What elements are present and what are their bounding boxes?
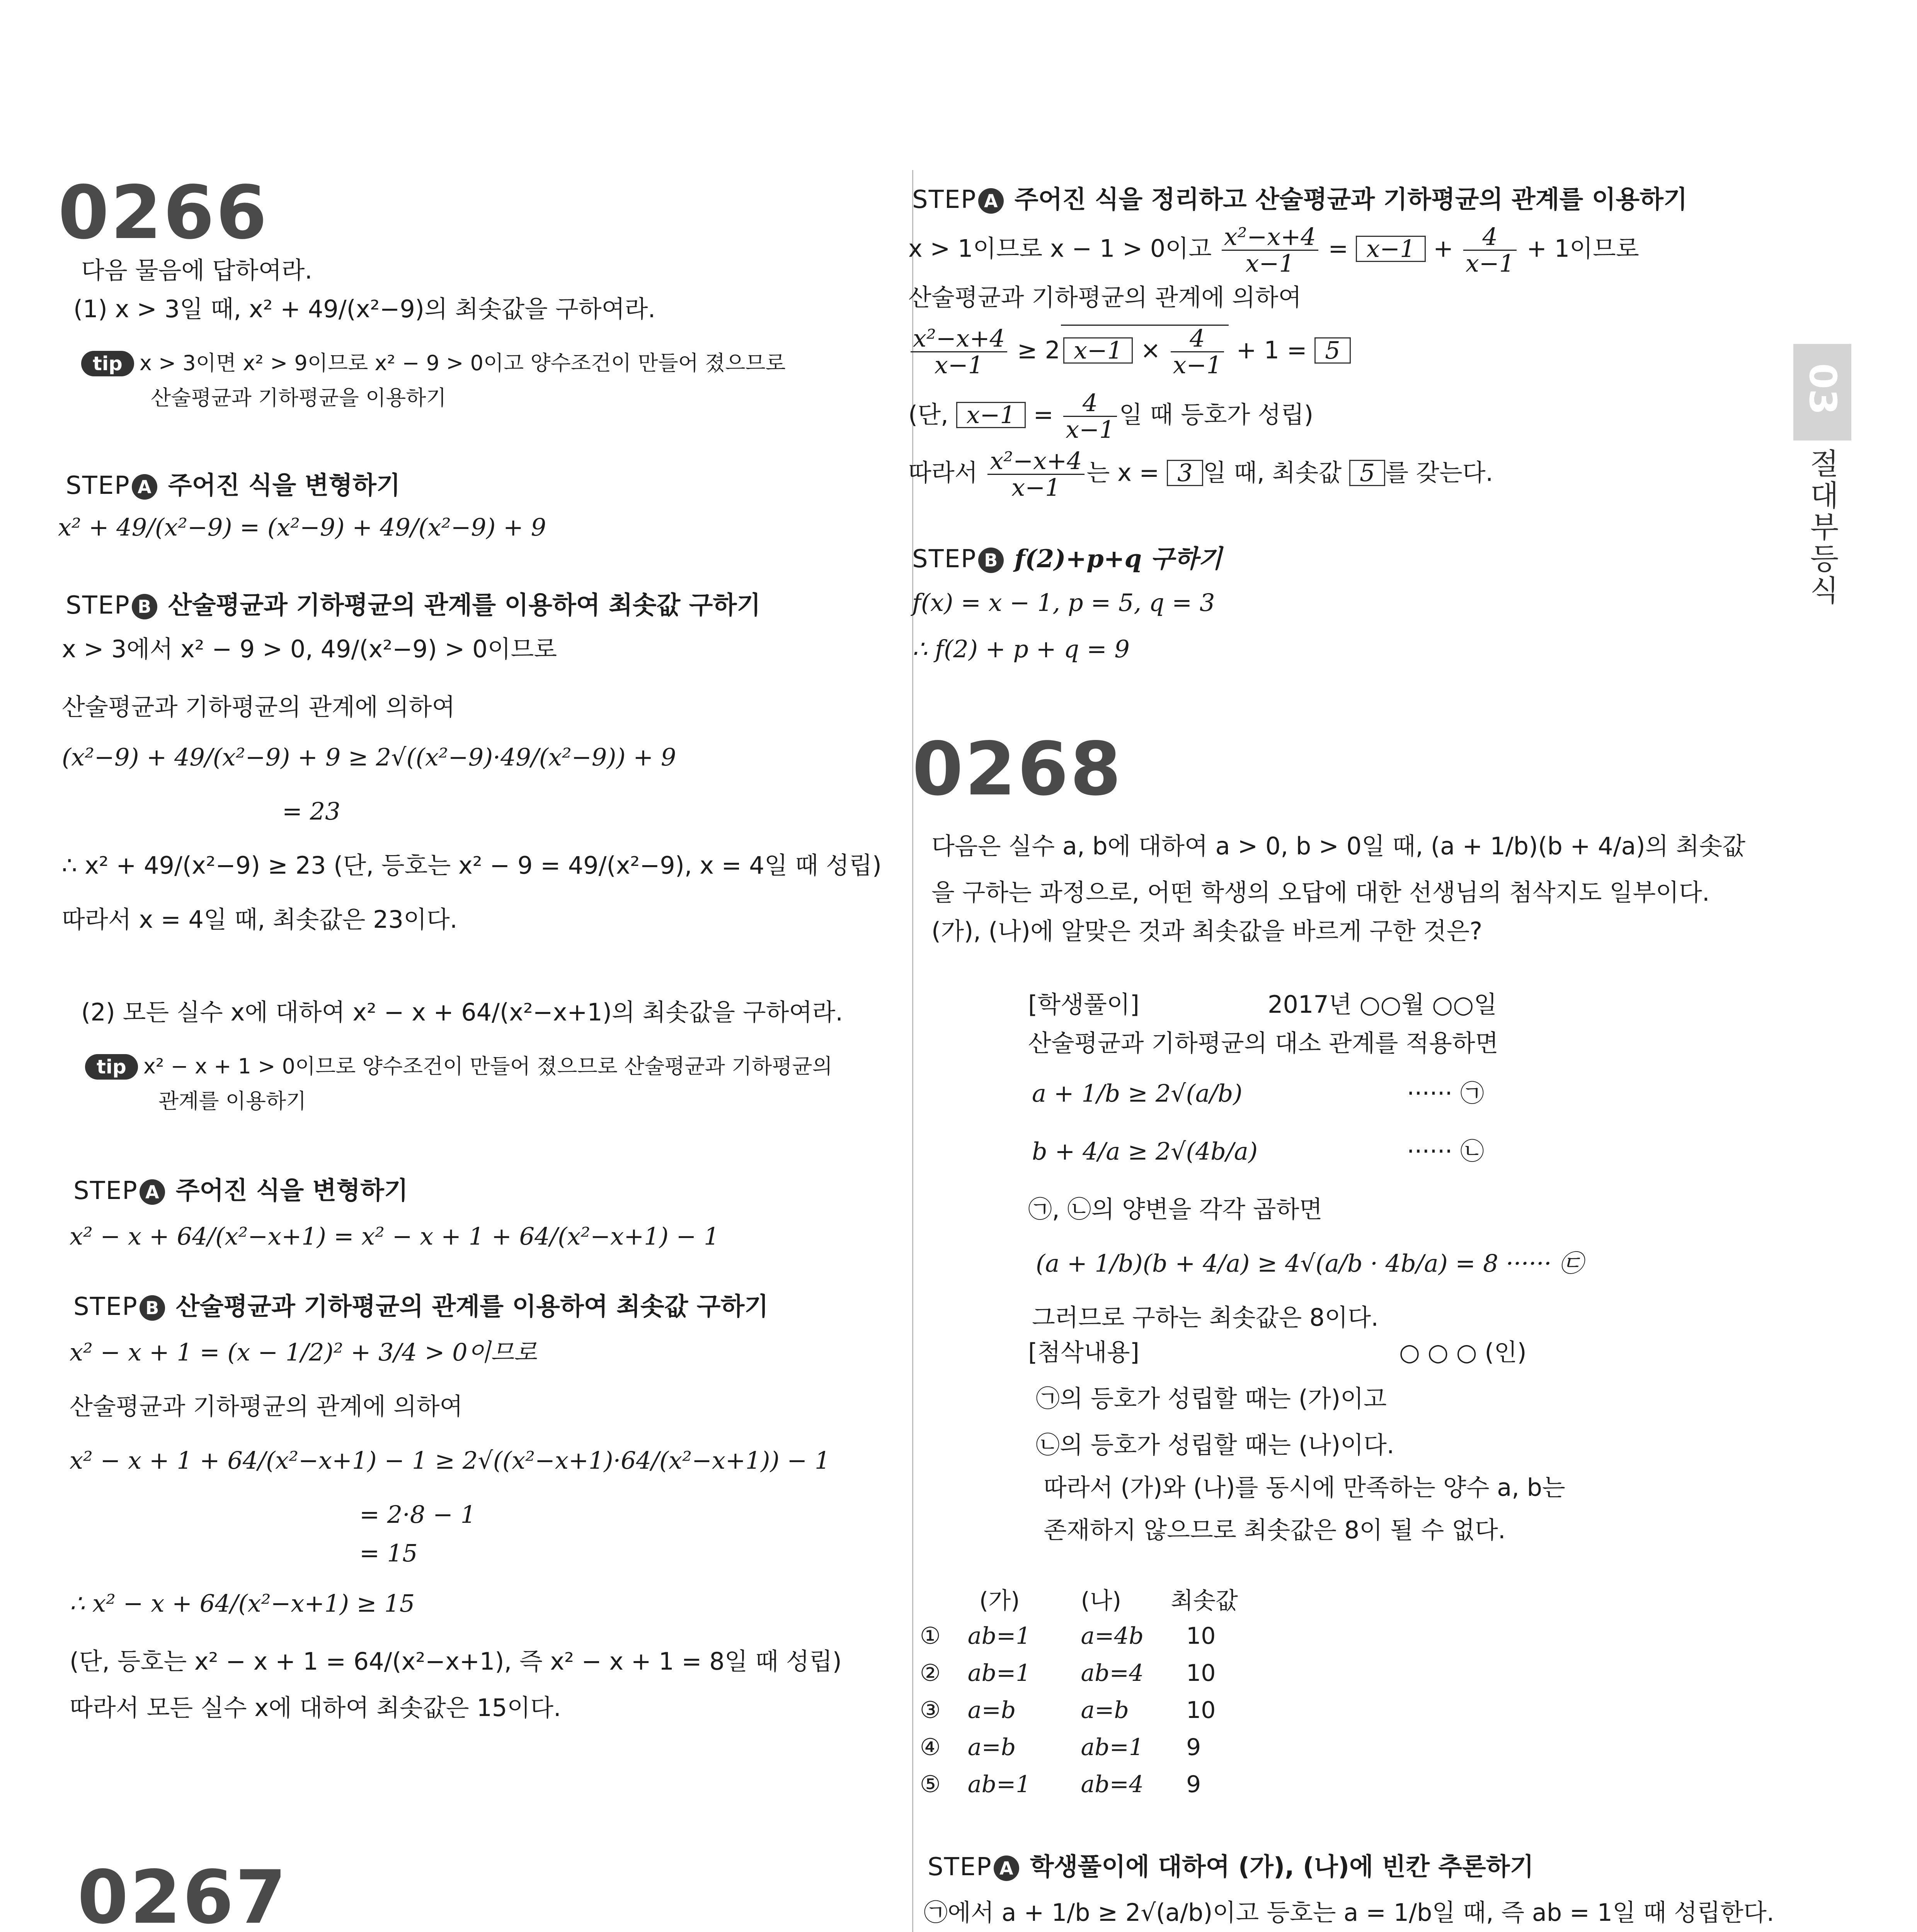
p0266-q1: (1) x > 3일 때, x² + 49/(x²−9)의 최솟값을 구하여라. [73, 295, 656, 323]
p0266-s1b-l5: ∴ x² + 49/(x²−9) ≥ 23 (단, 등호는 x² − 9 = 49/(x²−9), x = 4일 때 성립) [62, 851, 882, 879]
box-l3: 그러므로 구하는 최솟값은 8이다. [1032, 1303, 1379, 1332]
p0267-sb-l1: f(x) = x − 1, p = 5, q = 3 [912, 588, 1215, 617]
p0267-step-b: STEP B f(2)+p+q 구하기 [912, 544, 1222, 573]
p0266-tip1-b: 산술평균과 기하평균을 이용하기 [151, 386, 446, 410]
chapter-number: 03 [1801, 363, 1844, 415]
answer-5: 5 [1314, 337, 1350, 364]
box-l2: ㉠, ㉡의 양변을 각각 곱하면 [1028, 1195, 1323, 1223]
p0266-s2a-eq: x² − x + 64/(x²−x+1) = x² − x + 1 + 64/(x²−x+1) − 1 [70, 1222, 719, 1250]
step-b-icon: B [140, 1295, 165, 1321]
p0268-intro-a: 다음은 실수 a, b에 대하여 a > 0, b > 0일 때, (a + 1/b)(b + 4/a)의 최솟값 [931, 832, 1746, 860]
p0266-tip1 [81, 348, 786, 379]
p0266-intro: 다음 물음에 답하여라. [81, 256, 313, 284]
p0267-sa-l3: $\frac{\text{x²−x+4}}{x-1}$ ≥ 2 x−1 × $\frac{4}{x-1}$ + 1 = 5 [908, 325, 1351, 378]
p0267-sa-l5: 따라서 $\frac{\text{x²−x+4}}{x-1}$ 는 x = 3 일 때, 최솟값 5 를 갖는다. [908, 447, 1493, 502]
p0266-s2b-l6: ∴ x² − x + 64/(x²−x+1) ≥ 15 [70, 1589, 415, 1617]
p0266-step-a2: STEP A 주어진 식을 변형하기 [73, 1177, 408, 1205]
box-l6: 따라서 (가)와 (나)를 동시에 만족하는 양수 a, b는 [1044, 1473, 1565, 1502]
box-header-correction: [첨삭내용] [1028, 1338, 1139, 1366]
p0266-s1b-l1: x > 3에서 x² − 9 > 0, 49/(x²−9) > 0이므로 [62, 635, 557, 663]
table-row[interactable]: ⑤ ab=1 ab=4 9 [920, 1771, 1201, 1798]
p0266-s1a-eq: x² + 49/(x²−9) = (x²−9) + 49/(x²−9) + 9 [58, 513, 546, 541]
table-row[interactable]: ① ab=1 a=4b 10 [920, 1622, 1216, 1650]
p0266-step-b2: STEP B 산술평균과 기하평균의 관계를 이용하여 최솟값 구하기 [73, 1293, 769, 1321]
problem-number-0268: 0268 [912, 726, 1123, 812]
step-a-icon: A [140, 1179, 165, 1205]
box-sign: ○ ○ ○ (인) [1399, 1338, 1527, 1366]
p0266-q2: (2) 모든 실수 x에 대하여 x² − x + 64/(x²−x+1)의 최솟값을 구하여라. [81, 998, 843, 1026]
step-a-icon: A [132, 474, 157, 500]
p0266-s2b-l8: 따라서 모든 실수 x에 대하여 최솟값은 15이다. [70, 1694, 561, 1722]
tip-badge-2: tip [85, 1054, 138, 1080]
box-l4: ㉠의 등호가 성립할 때는 (가)이고 [1036, 1384, 1387, 1413]
box-e1: a + 1/b ≥ 2√(a/b) [1032, 1079, 1243, 1107]
p0266-tip2-b: 관계를 이용하기 [158, 1089, 306, 1113]
step-b-icon: B [132, 594, 157, 619]
p0266-step-a1: STEP A 주어진 식을 변형하기 [66, 471, 400, 500]
tip2-text-a: x² − x + 1 > 0이므로 양수조건이 만들어 졌으므로 산술평균과 기하평균의 [143, 1054, 833, 1078]
step-a-icon: A [978, 188, 1004, 214]
tip-badge: tip [81, 351, 134, 376]
box-e3: (a + 1/b)(b + 4/a) ≥ 4√(a/b · 4b/a) = 8 ······ ㉢ [1036, 1249, 1583, 1277]
box-m1: ······ ㉠ [1407, 1079, 1484, 1107]
box-l1: 산술평균과 기하평균의 대소 관계를 적용하면 [1028, 1029, 1498, 1057]
box-e2: b + 4/a ≥ 2√(4b/a) [1032, 1137, 1258, 1165]
p0266-s2b-l3: x² − x + 1 + 64/(x²−x+1) − 1 ≥ 2√((x²−x+1)·64/(x²−x+1)) − 1 [70, 1446, 830, 1475]
table-header: (나) [1081, 1587, 1122, 1614]
p0266-s2b-l4: = 2·8 − 1 [359, 1500, 476, 1529]
table-header: 최솟값 [1171, 1587, 1238, 1614]
p0268-step-a: STEP A 학생풀이에 대하여 (가), (나)에 빈칸 추론하기 [928, 1853, 1534, 1881]
p0266-step-b1: STEP B 산술평균과 기하평균의 관계를 이용하여 최솟값 구하기 [66, 591, 761, 620]
p0266-s1b-l3: (x²−9) + 49/(x²−9) + 9 ≥ 2√((x²−9)·49/(x²−9)) + 9 [62, 743, 676, 771]
p0267-sa-l4: (단, x−1 = $\frac{4}{x-1}$ 일 때 등호가 성립) [908, 389, 1314, 444]
box-l5: ㉡의 등호가 성립할 때는 (나)이다. [1036, 1431, 1394, 1459]
table-row[interactable]: ④ a=b ab=1 9 [920, 1734, 1201, 1761]
table-header: (가) [979, 1587, 1020, 1614]
p0266-s2b-l2: 산술평균과 기하평균의 관계에 의하여 [70, 1392, 463, 1420]
chapter-title: 절대부등식 [1805, 448, 1839, 607]
box-l7: 존재하지 않으므로 최솟값은 8이 될 수 없다. [1044, 1516, 1506, 1544]
problem-number-0266: 0266 [58, 170, 269, 255]
answer-3: 3 [1167, 460, 1203, 486]
p0266-s1b-l4: = 23 [282, 797, 340, 825]
step-b-icon: B [978, 548, 1004, 573]
p0266-s2b-l1: x² − x + 1 = (x − 1/2)² + 3/4 > 0이므로 [70, 1338, 537, 1366]
p0267-sa-l1: x > 1이므로 x − 1 > 0이고 $\frac{\text{x²−x+4}}{x-1}$ = x−1 + $\frac{4}{x-1}$ + 1이므로 [908, 223, 1639, 277]
p0266-s2b-l7: (단, 등호는 x² − x + 1 = 64/(x²−x+1), 즉 x² − x + 1 = 8일 때 성립) [70, 1647, 842, 1675]
p0268-intro-c: (가), (나)에 알맞은 것과 최솟값을 바르게 구한 것은? [931, 917, 1483, 945]
p0266-s2b-l5: = 15 [359, 1539, 418, 1567]
answer-5b: 5 [1349, 460, 1385, 486]
p0267-sa-l2: 산술평균과 기하평균의 관계에 의하여 [908, 283, 1302, 311]
p0268-intro-b: 을 구하는 과정으로, 어떤 학생의 오답에 대한 선생님의 첨삭지도 일부이다. [931, 878, 1710, 906]
table-row[interactable]: ② ab=1 ab=4 10 [920, 1660, 1216, 1687]
p0266-s1b-l6: 따라서 x = 4일 때, 최솟값은 23이다. [62, 905, 458, 934]
step-a-icon: A [994, 1855, 1019, 1881]
tip1-text-a: x > 3이면 x² > 9이므로 x² − 9 > 0이고 양수조건이 만들어 졌으므로 [139, 351, 786, 375]
p0266-tip2 [85, 1051, 833, 1082]
p0267-sb-l2: ∴ f(2) + p + q = 9 [912, 635, 1130, 663]
p0266-s1b-l2: 산술평균과 기하평균의 관계에 의하여 [62, 693, 455, 721]
p0268-sa-l1: ㉠에서 a + 1/b ≥ 2√(a/b)이고 등호는 a = 1/b일 때, 즉 ab = 1일 때 성립한다. [924, 1898, 1774, 1927]
box-date: 2017년 ○○월 ○○일 [1268, 990, 1497, 1019]
problem-number-0267: 0267 [77, 1855, 288, 1932]
p0267-step-a: STEP A 주어진 식을 정리하고 산술평균과 기하평균의 관계를 이용하기 [912, 185, 1687, 214]
table-row[interactable]: ③ a=b a=b 10 [920, 1697, 1216, 1724]
answer-choice-table [920, 1580, 1265, 1803]
box-m2: ······ ㉡ [1407, 1137, 1484, 1165]
box-header-student: [학생풀이] [1028, 990, 1139, 1019]
answer-x1: x−1 [1356, 236, 1425, 262]
